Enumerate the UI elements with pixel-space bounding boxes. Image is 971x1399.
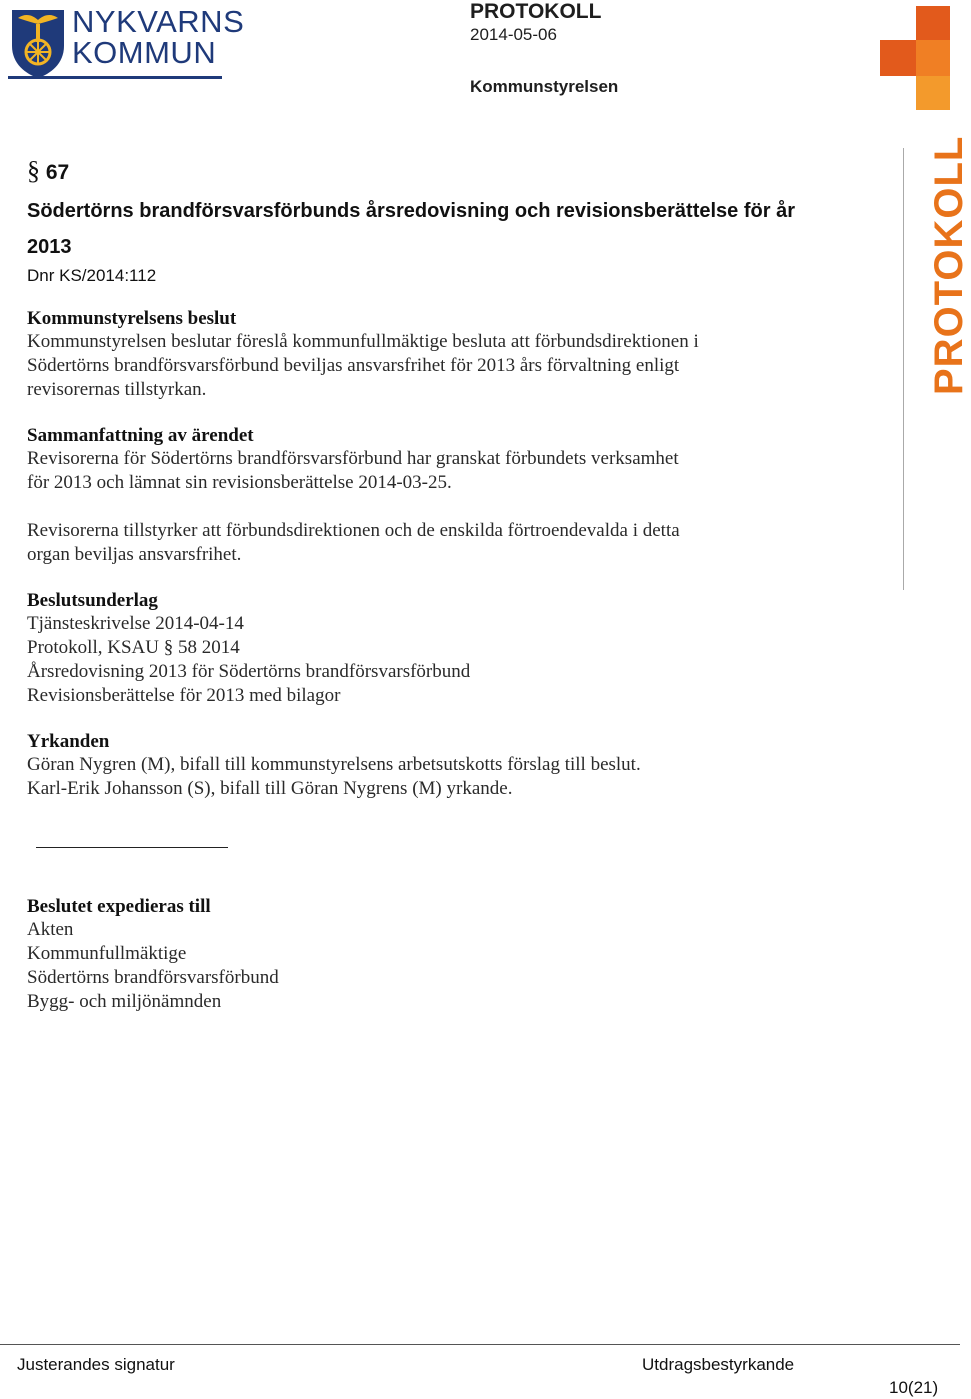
sammanfattning-p2-line-1: Revisorerna tillstyrker att förbundsdirektionen och de enskilda förtroendevalda i detta — [27, 520, 680, 541]
underlag-heading: Beslutsunderlag — [27, 590, 158, 611]
beslut-section — [27, 308, 887, 402]
footer-signature-label: Justerandes signatur — [17, 1355, 175, 1374]
separator-line — [36, 847, 228, 848]
square-1 — [916, 6, 950, 40]
section-title — [27, 193, 887, 265]
section-title-line-2: 2013 — [27, 236, 72, 258]
expedieras-item: Kommunfullmäktige — [27, 943, 187, 964]
logo-underline — [8, 76, 222, 79]
beslut-line-3: revisorernas tillstyrkan. — [27, 379, 207, 400]
underlag-item: Årsredovisning 2013 för Södertörns brandförsvarsförbund — [27, 661, 471, 682]
yrkanden-heading: Yrkanden — [27, 731, 110, 752]
header-body: Kommunstyrelsen — [470, 77, 619, 96]
side-label — [927, 135, 971, 395]
section-number-value: 67 — [45, 161, 70, 184]
section-title-line-1: Södertörns brandförsvarsförbunds årsredovisning och revisionsberättelse för år — [27, 200, 795, 222]
beslut-line-2: Södertörns brandförsvarsförbund beviljas ansvarsfrihet för 2013 års förvaltning enligt — [27, 355, 680, 376]
footer-certification-label: Utdragsbestyrkande — [642, 1355, 795, 1374]
sammanfattning-p1-line-1: Revisorerna för Södertörns brandförsvarsförbund har granskat förbundets verksamhet — [27, 448, 679, 469]
beslut-heading: Kommunstyrelsens beslut — [27, 308, 237, 329]
section-number — [27, 156, 69, 186]
underlag-item: Revisionsberättelse för 2013 med bilagor — [27, 685, 341, 706]
beslut-line-1: Kommunstyrelsen beslutar föreslå kommunfullmäktige besluta att förbundsdirektionen i — [27, 331, 699, 352]
logo-line-1: NYKVARNS — [72, 4, 245, 39]
paragraph-symbol: § — [27, 156, 40, 185]
expedieras-item: Akten — [27, 919, 74, 940]
underlag-item: Tjänsteskrivelse 2014-04-14 — [27, 613, 244, 634]
logo-line-2: KOMMUN — [72, 35, 217, 70]
expedieras-heading: Beslutet expedieras till — [27, 896, 211, 917]
logo-text — [72, 6, 244, 68]
square-2 — [880, 40, 916, 76]
sammanfattning-heading: Sammanfattning av ärendet — [27, 425, 254, 446]
sammanfattning-section — [27, 425, 887, 567]
yrkanden-section — [27, 731, 887, 801]
side-label-text: PROTOKOLL — [927, 135, 971, 395]
header-title: PROTOKOLL — [470, 0, 602, 23]
square-4 — [916, 76, 950, 110]
sammanfattning-p2-line-2: organ beviljas ansvarsfrihet. — [27, 544, 242, 565]
underlag-section — [27, 590, 887, 708]
footer-line — [0, 1344, 960, 1345]
side-divider — [903, 148, 904, 590]
expedieras-section — [27, 896, 887, 1014]
expedieras-item: Södertörns brandförsvarsförbund — [27, 967, 279, 988]
expedieras-item: Bygg- och miljönämnden — [27, 991, 222, 1012]
square-3 — [916, 40, 950, 76]
sammanfattning-p1-line-2: för 2013 och lämnat sin revisionsberättelse 2014-03-25. — [27, 472, 452, 493]
page-number: 10(21) — [889, 1378, 939, 1397]
yrkande-item: Karl-Erik Johansson (S), bifall till Göran Nygrens (M) yrkande. — [27, 778, 513, 799]
header-date: 2014-05-06 — [470, 25, 557, 44]
yrkande-item: Göran Nygren (M), bifall till kommunstyrelsens arbetsutskotts förslag till beslut. — [27, 754, 641, 775]
underlag-item: Protokoll, KSAU § 58 2014 — [27, 637, 240, 658]
dnr: Dnr KS/2014:112 — [27, 266, 157, 285]
